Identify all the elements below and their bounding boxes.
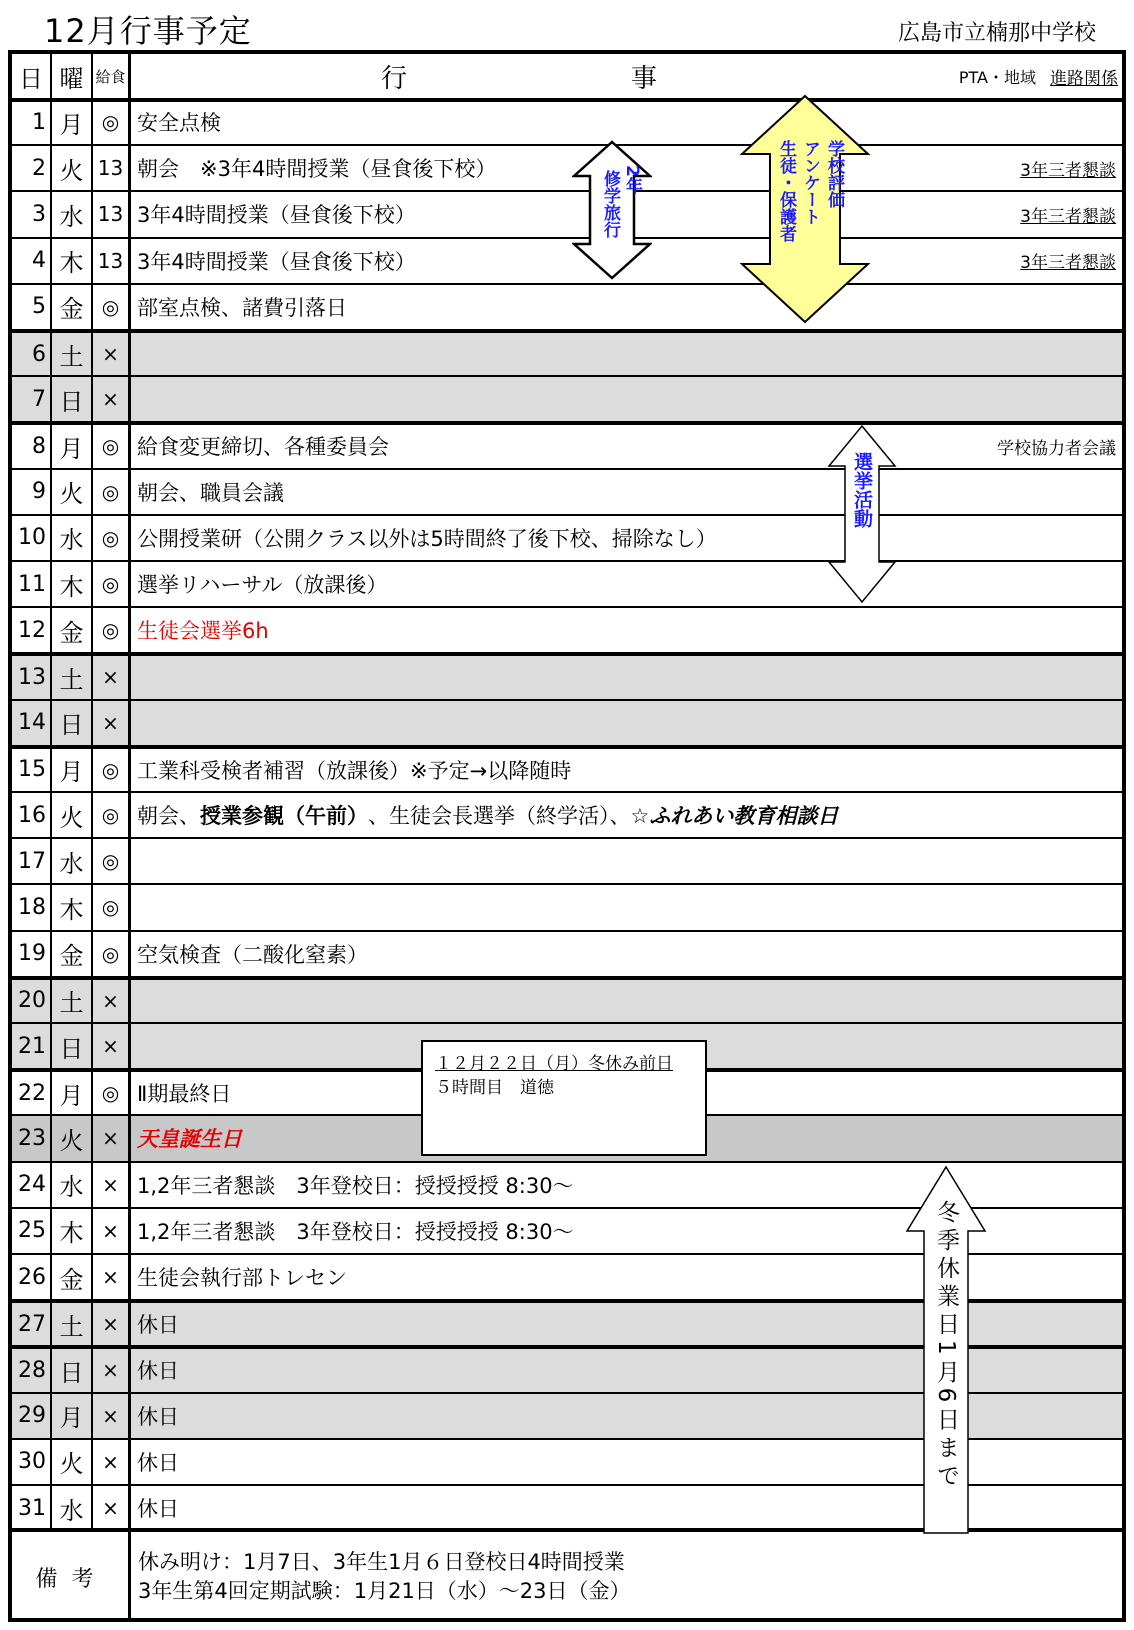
- table-row: [12, 329, 1122, 375]
- table-row: [12, 606, 1122, 652]
- meal-cell: ◎: [91, 516, 131, 560]
- meal-cell: ×: [91, 1349, 131, 1391]
- weekday-cell: 日: [50, 377, 91, 421]
- meal-cell: ◎: [91, 285, 131, 329]
- event-cell: [131, 932, 1122, 976]
- weekday-cell: 日: [50, 701, 91, 745]
- header-pta: PTA・地域: [958, 67, 1036, 87]
- career-note: 3年三者懇談: [1020, 253, 1116, 274]
- weekday-cell: 水: [50, 1486, 91, 1530]
- day-cell: 8: [32, 433, 46, 459]
- meal-cell: ◎: [91, 749, 131, 791]
- remarks-row: [12, 1528, 1122, 1622]
- day-cell: 12: [18, 617, 46, 643]
- career-note: 学校協力者会議: [997, 438, 1116, 459]
- table-row: [12, 514, 1122, 560]
- meal-cell: ×: [91, 1303, 131, 1345]
- weekday-cell: 土: [50, 980, 91, 1022]
- survey-label-col3: 学校評価: [824, 140, 844, 208]
- weekday-cell: 火: [50, 146, 91, 190]
- table-row: [12, 560, 1122, 606]
- meal-cell: ×: [91, 1394, 131, 1438]
- meal-cell: ×: [91, 1255, 131, 1299]
- header-event: [131, 54, 1122, 98]
- meal-cell: ×: [91, 1163, 131, 1207]
- day-cell: 19: [18, 941, 46, 967]
- table-row: [12, 375, 1122, 421]
- event-text: 工業科受検者補習（放課後）※予定→以降随時: [137, 758, 572, 783]
- event-cell: [131, 749, 1122, 791]
- weekday-cell: 月: [50, 749, 91, 791]
- event-text: 空気検査（二酸化窒素）: [137, 942, 368, 967]
- day-cell: 21: [18, 1033, 46, 1059]
- remarks-label: 備考: [35, 1566, 108, 1592]
- event-text: Ⅱ期最終日: [137, 1082, 232, 1107]
- career-note: 3年三者懇談: [1020, 206, 1116, 227]
- weekday-cell: 金: [50, 1255, 91, 1299]
- school-trip-grade: [622, 165, 642, 194]
- school-trip-label-col1: 修学旅行: [600, 170, 620, 238]
- day-cell: 26: [18, 1264, 46, 1290]
- event-cell: [131, 100, 1122, 144]
- meal-cell: ◎: [91, 885, 131, 929]
- day-cell: 3: [32, 201, 46, 227]
- meal-cell: ×: [91, 1209, 131, 1253]
- school-trip-label-col2: 2年: [622, 165, 642, 194]
- event-text: 休日: [137, 1359, 179, 1384]
- school-name: 広島市立楠那中学校: [897, 21, 1096, 46]
- weekday-cell: 月: [50, 1394, 91, 1438]
- survey-label-col1: 生徒・保護者: [776, 140, 796, 242]
- event-cell: [131, 839, 1122, 883]
- weekday-cell: 水: [50, 516, 91, 560]
- event-text-cont: 、生徒会長選挙（終学活）、: [368, 804, 631, 829]
- event-text: 給食変更締切、各種委員会: [137, 435, 389, 460]
- weekday-cell: 金: [50, 608, 91, 652]
- event-text: 休日: [137, 1313, 179, 1338]
- event-cell: [131, 885, 1122, 929]
- event-cell: [131, 333, 1122, 375]
- meal-cell: ×: [91, 656, 131, 698]
- table-row: [12, 237, 1122, 283]
- event-text: 選挙リハーサル（放課後）: [137, 573, 388, 598]
- meal-cell: 13: [91, 239, 131, 283]
- event-text: 3年4時間授業（昼食後下校）: [137, 249, 416, 274]
- day-cell: 5: [32, 294, 46, 320]
- day-cell: 30: [18, 1449, 46, 1475]
- weekday-cell: 日: [50, 1024, 91, 1068]
- day-cell: 10: [18, 525, 46, 551]
- day-cell: 22: [18, 1080, 46, 1106]
- meal-cell: ×: [91, 377, 131, 421]
- remarks-divider: [128, 1532, 131, 1622]
- meal-cell: 13: [91, 192, 131, 236]
- event-cell: [131, 562, 1122, 606]
- table-row: [12, 976, 1122, 1022]
- event-text: 朝会、職員会議: [137, 480, 284, 505]
- day-cell: 11: [18, 571, 46, 597]
- event-text: 休日: [137, 1404, 179, 1429]
- header-career: 進路関係: [1050, 68, 1118, 89]
- event-text: 部室点検、諸費引落日: [137, 295, 347, 320]
- event-text: 朝会、: [137, 804, 200, 829]
- event-cell: [131, 377, 1122, 421]
- weekday-cell: 木: [50, 1209, 91, 1253]
- event-cell: [131, 425, 1122, 467]
- table-header: [12, 54, 1122, 102]
- event-cell: [131, 656, 1122, 698]
- event-cell: [131, 285, 1122, 329]
- weekday-cell: 土: [50, 656, 91, 698]
- day-cell: 24: [18, 1172, 46, 1198]
- event-cell: [131, 980, 1122, 1022]
- meal-cell: ×: [91, 701, 131, 745]
- meal-cell: 13: [91, 146, 131, 190]
- weekday-cell: 木: [50, 562, 91, 606]
- meal-cell: ◎: [91, 839, 131, 883]
- day-cell: 15: [18, 757, 46, 783]
- remarks-line-1: 休み明け：1月7日、3年生1月６日登校日4時間授業: [138, 1550, 625, 1574]
- day-cell: 2: [32, 155, 46, 181]
- weekday-cell: 金: [50, 285, 91, 329]
- day-cell: 4: [32, 248, 46, 274]
- day-cell: 17: [18, 848, 46, 874]
- day-cell: 28: [18, 1357, 46, 1383]
- weekday-cell: 木: [50, 885, 91, 929]
- event-text: 公開授業研（公開クラス以外は5時間終了後下校、掃除なし）: [137, 526, 717, 551]
- day-cell: 20: [18, 988, 46, 1014]
- meal-cell: ◎: [91, 562, 131, 606]
- meal-cell: ×: [91, 1440, 131, 1484]
- table-row: [12, 883, 1122, 929]
- table-row: [12, 837, 1122, 883]
- meal-cell: ◎: [91, 425, 131, 467]
- weekday-cell: 火: [50, 1116, 91, 1160]
- meal-cell: ◎: [91, 100, 131, 144]
- career-note: 3年三者懇談: [1020, 160, 1116, 181]
- weekday-cell: 水: [50, 192, 91, 236]
- event-text: 3年4時間授業（昼食後下校）: [137, 203, 416, 228]
- winter-break-label: 冬季休業日1月6日まで: [933, 1200, 959, 1492]
- weekday-cell: 水: [50, 839, 91, 883]
- day-cell: 29: [18, 1403, 46, 1429]
- weekday-cell: 火: [50, 470, 91, 514]
- table-row: [12, 745, 1122, 791]
- meal-cell: ×: [91, 1024, 131, 1068]
- meal-cell: ◎: [91, 1072, 131, 1114]
- day-cell: 31: [18, 1495, 46, 1521]
- meal-cell: ×: [91, 980, 131, 1022]
- day-cell: 16: [18, 802, 46, 828]
- meal-cell: ×: [91, 333, 131, 375]
- weekday-cell: 日: [50, 1349, 91, 1391]
- header-meal: 給食: [91, 54, 131, 98]
- remarks-text: [138, 1548, 631, 1606]
- day-cell: 13: [18, 664, 46, 690]
- header-event-left: 行: [381, 63, 408, 94]
- event-text: 生徒会執行部トレセン: [137, 1266, 347, 1291]
- event-cell: [131, 470, 1122, 514]
- weekday-cell: 火: [50, 793, 91, 837]
- event-special: ☆ふれあい教育相談日: [630, 804, 839, 829]
- table-row: [12, 791, 1122, 837]
- day-cell: 25: [18, 1218, 46, 1244]
- event-cell: [131, 701, 1122, 745]
- event-cell: [131, 608, 1122, 652]
- weekday-cell: 土: [50, 333, 91, 375]
- meal-cell: ◎: [91, 470, 131, 514]
- note-box: [421, 1040, 707, 1156]
- event-text: 朝会 ※3年4時間授業（昼食後下校）: [137, 157, 497, 182]
- day-cell: 6: [32, 341, 46, 367]
- day-cell: 27: [18, 1311, 46, 1337]
- event-text: 安全点検: [137, 111, 221, 136]
- weekday-cell: 月: [50, 100, 91, 144]
- meal-cell: ◎: [91, 608, 131, 652]
- event-cell: [131, 516, 1122, 560]
- day-cell: 14: [18, 710, 46, 736]
- table-row: [12, 652, 1122, 698]
- event-text: 生徒会選挙6h: [137, 619, 269, 644]
- meal-cell: ◎: [91, 793, 131, 837]
- event-text: 休日: [137, 1497, 179, 1522]
- day-cell: 1: [32, 109, 46, 135]
- day-cell: 23: [18, 1125, 46, 1151]
- election-label: 選挙活動: [851, 452, 873, 528]
- header-event-right: 事: [631, 63, 658, 94]
- note-line-2: ５時間目 道徳: [435, 1078, 554, 1098]
- table-row: [12, 421, 1122, 467]
- weekday-cell: 金: [50, 932, 91, 976]
- header-day: 日: [19, 64, 43, 93]
- weekday-cell: 月: [50, 425, 91, 467]
- table-row: [12, 98, 1122, 144]
- event-text: 休日: [137, 1450, 179, 1475]
- note-line-1: １２月２２日（月）冬休み前日: [435, 1054, 673, 1074]
- meal-cell: ◎: [91, 932, 131, 976]
- day-cell: 9: [32, 479, 46, 505]
- weekday-cell: 木: [50, 239, 91, 283]
- event-text: 1,2年三者懇談 3年登校日：授授授授 8:30～: [137, 1219, 574, 1244]
- event-highlight: 授業参観（午前）: [200, 804, 368, 829]
- table-row: [12, 283, 1122, 329]
- remarks-line-2: 3年生第4回定期試験：1月21日（水）～23日（金）: [138, 1579, 631, 1603]
- survey-label-col2: アンケート: [800, 140, 820, 225]
- day-cell: 7: [32, 386, 46, 412]
- event-text: 天皇誕生日: [137, 1127, 242, 1152]
- header-dow: 曜: [50, 54, 91, 98]
- weekday-cell: 月: [50, 1072, 91, 1114]
- event-cell: [131, 793, 1122, 837]
- table-row: [12, 930, 1122, 976]
- page-title: 12月行事予定: [44, 12, 252, 50]
- day-cell: 18: [18, 894, 46, 920]
- table-row: [12, 468, 1122, 514]
- weekday-cell: 火: [50, 1440, 91, 1484]
- table-row: [12, 144, 1122, 190]
- event-text: 1,2年三者懇談 3年登校日：授授授授 8:30～: [137, 1173, 574, 1198]
- weekday-cell: 水: [50, 1163, 91, 1207]
- weekday-cell: 土: [50, 1303, 91, 1345]
- school-trip-label: [600, 170, 620, 238]
- table-row: [12, 190, 1122, 236]
- meal-cell: ×: [91, 1486, 131, 1530]
- table-row: [12, 699, 1122, 745]
- meal-cell: ×: [91, 1116, 131, 1160]
